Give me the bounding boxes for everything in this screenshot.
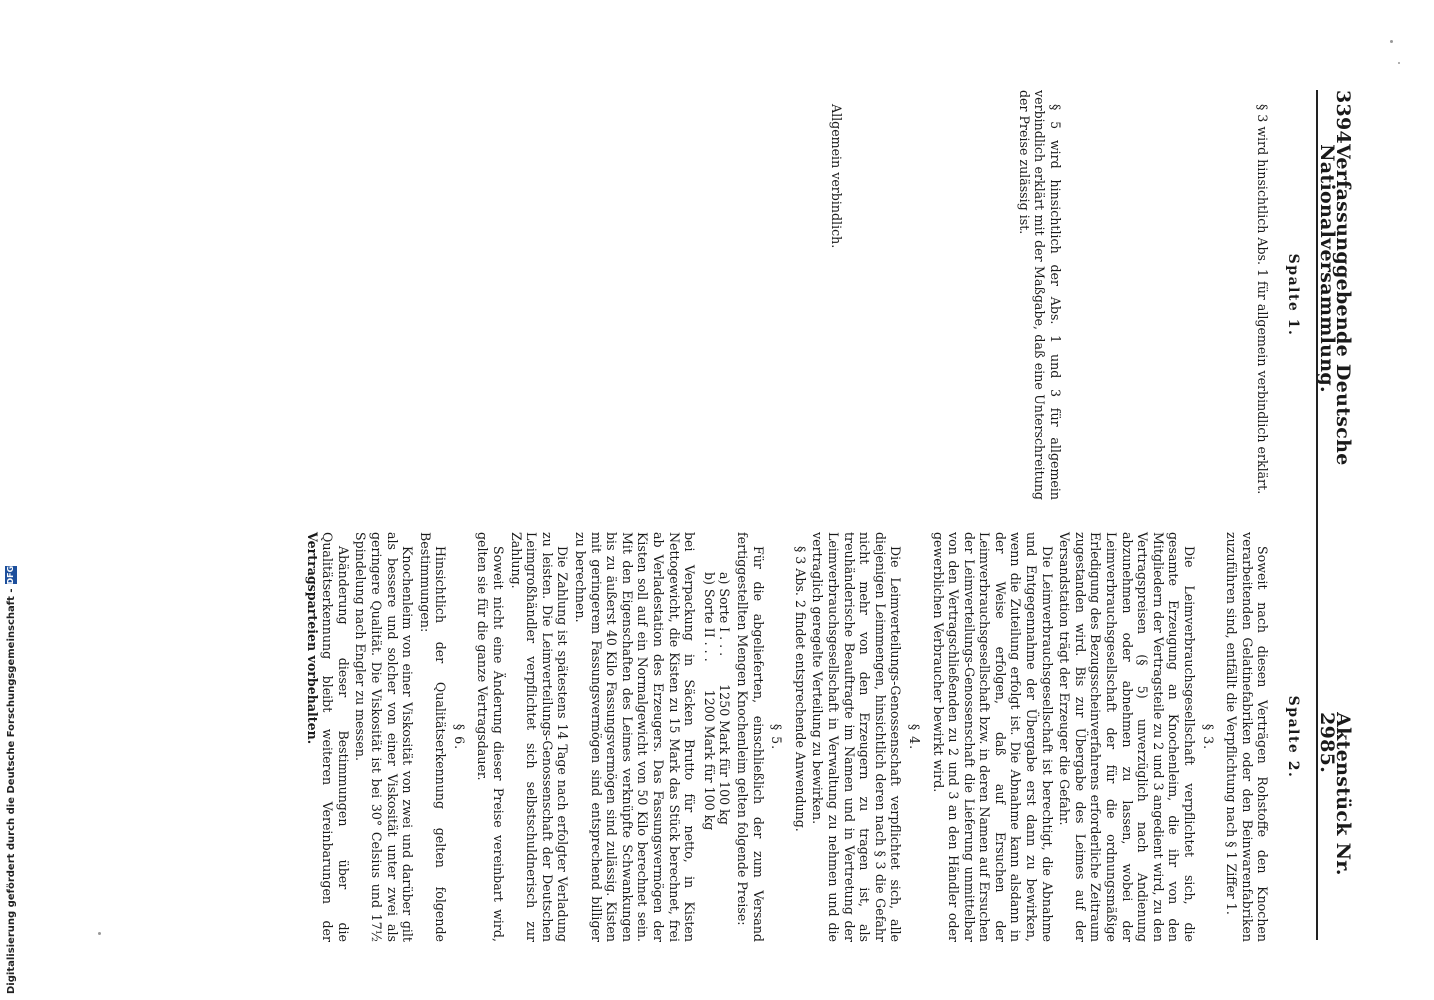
price-label: b) Sorte II . . . [701,572,717,662]
section-4-paragraph-1: Die Leimverteilungs-Genossenschaft verpflichtet sich, alle diejenigen Leimmengen, hinsichtlich deren nach § 3 die Gefahr nicht mehr von den Erzeugern zu tragen ist, als treuhänderische Beauftragte im Namen und in Vertretung der Leimverbrauchsgesellschaft in Verwaltung zu nehmen und die vertraglich geregelte Verteilung zu bewirken. [810,532,904,942]
section-5-paragraph-3: Die Zahlung ist spätestens 14 Tage nach erfolgter Verladung zu leisten. Die Leimverteilungs-Genossenschaft der Deutschen Leimgroßhändler verpflichtet sich selbstschuldnerisch zur Zahlung. [508,532,571,942]
price-list-item [701,572,717,942]
column-2-heading: Spalte 2. [1285,695,1301,779]
section-6-paragraph-3-bold: Vertragsparteien vorbehalten. [304,532,320,745]
dfg-logo: DFG [6,565,15,585]
section-6-paragraph-3-text: Abänderung dieser Bestimmungen über die Qualitätserkennung bleibt weiteren Vereinbarungen der [320,532,351,942]
section-6-title: § 6. [451,723,467,751]
section-3-paragraph-2: Die Leimverbrauchsgesellschaft ist berechtigt, die Abnahme und Entgegennahme der Übergabe erst dann zu bewirken, wenn die Zuteilung erfolgt ist. Die Abnahme kann alsdann in der Weise erfolgen, daß auf Ersuchen der Leimverbrauchsgesellschaft bzw. in deren Namen auf Ersuchen der Leimverteilungs-Genossenschaft die Lieferung unmittelbar von den Vertragschließenden zu 2 und 3 an den Händler oder gewerblichen Verbraucher bewirkt wird. [930,532,1055,942]
spacer [1063,90,1253,500]
spacer [844,90,1014,500]
column-1-paragraph-s5: § 5 wird hinsichtlich der Abs. 1 und 3 für allgemein verbindlich erklärt mit der Maßgabe, daß eine Unterschreitung der Preise zulässig ist. [1016,90,1063,500]
page-number: 3394 [1332,90,1354,145]
scan-speck [98,932,101,935]
column-2 [302,532,1306,942]
document-reference: Aktenstück Nr. 2985. [1316,712,1354,876]
price-value: 1200 Mark für 100 kg [701,689,717,831]
price-list-item [717,572,733,942]
section-3-paragraph-1: Die Leimverbrauchsgesellschaft verpflichtet sich, die gesamte Erzeugung an Knochenleim, die ihr von den Mitgliedern der Vertragsteile zu 2 und 3 angedient wird, zu den Vertragspreisen (§ 5) unverzüglich nach Andienung abzunehmen oder abnehmen zu lassen, wobei der Leimverbrauchsgesellschaft der für die ordnungsmäßige Erledigung des Bezugsscheinverfahrens erforderliche Zeitraum zugestanden wird. Bis zur Übergabe des Leimes auf der Versandstation trägt der Erzeuger die Gefahr. [1057,532,1198,942]
page-header [1316,90,1354,940]
section-5-paragraph-1: Für die abgelieferten, einschließlich der zum Versand fertiggestellten Mengen Knochenleim gelten folgende Preise: [735,532,766,942]
section-4-paragraph-2: § 3 Abs. 2 findet entsprechende Anwendung. [792,546,808,832]
section-5-paragraph-4: Soweit nicht eine Änderung dieser Preise vereinbart wird, gelten sie für die ganze Vertragsdauer. [475,532,507,942]
scan-speck [1390,40,1393,43]
price-list [701,572,732,942]
section-3-title: § 3. [1200,723,1216,751]
column-1-closing: Allgemein verbindlich. [829,104,845,249]
scan-speck [1398,62,1400,64]
page-title: Verfassunggebende Deutsche Nationalversammlung. [1316,144,1354,466]
section-5-paragraph-2: bei Verpackung in Säcken Brutto für netto, in Kisten Nettogewicht, die Kisten zu 15 Mark das Stück berechnet, frei ab Verladestation des Erzeugers. Das Fassungsvermögen der Kisten soll auf ein Normalgewicht von 50 Kilo berechnet sein. Mit den Eigenschaften des Leimes verknüpfte Schwankungen bis zu äußerst 40 Kilo Fassungsvermögen sind zulässig. Kisten mit geringerem Fassungsvermögen sind entsprechend billiger zu berechnen. [573,532,698,942]
price-label: a) Sorte I . . . [717,572,733,657]
column-2-intro: Soweit nach diesen Verträgen Rohstoffe den Knochen verarbeitenden Gelatinefabriken oder den Beinwarenfabriken zuzuführen sind, entfällt die Verpflichtung nach § 1 Ziffer 1. [1224,532,1271,942]
column-1 [826,90,1306,500]
credit-text: Digitalisierung gefördert durch die Deutsche Forschungsgemeinschaft - [5,588,17,994]
section-5-title: § 5. [769,723,785,751]
section-6-paragraph-1: Hinsichtlich der Qualitätserkennung gelten folgende Bestimmungen: [417,532,449,942]
price-value: 1250 Mark für 100 kg [717,684,733,825]
section-6-paragraph-3 [304,532,351,942]
column-1-heading: Spalte 1. [1285,253,1301,337]
section-6-paragraph-2: Knochenleim von einer Viskosität von zwei und darüber gilt als bessere und solcher von einer Viskosität unter zwei als geringere Qualität. Die Viskosität ist bei 30° Celsius und 17½ Spindelung nach Engler zu messen. [353,532,416,942]
rotated-page-content [90,90,1354,980]
column-1-paragraph-s3: § 3 wird hinsichtlich Abs. 1 für allgemein verbindlich erklärt. [1255,104,1271,495]
header-rule [1316,90,1318,940]
digitization-credit [4,565,18,994]
section-4-title: § 4. [906,723,922,751]
